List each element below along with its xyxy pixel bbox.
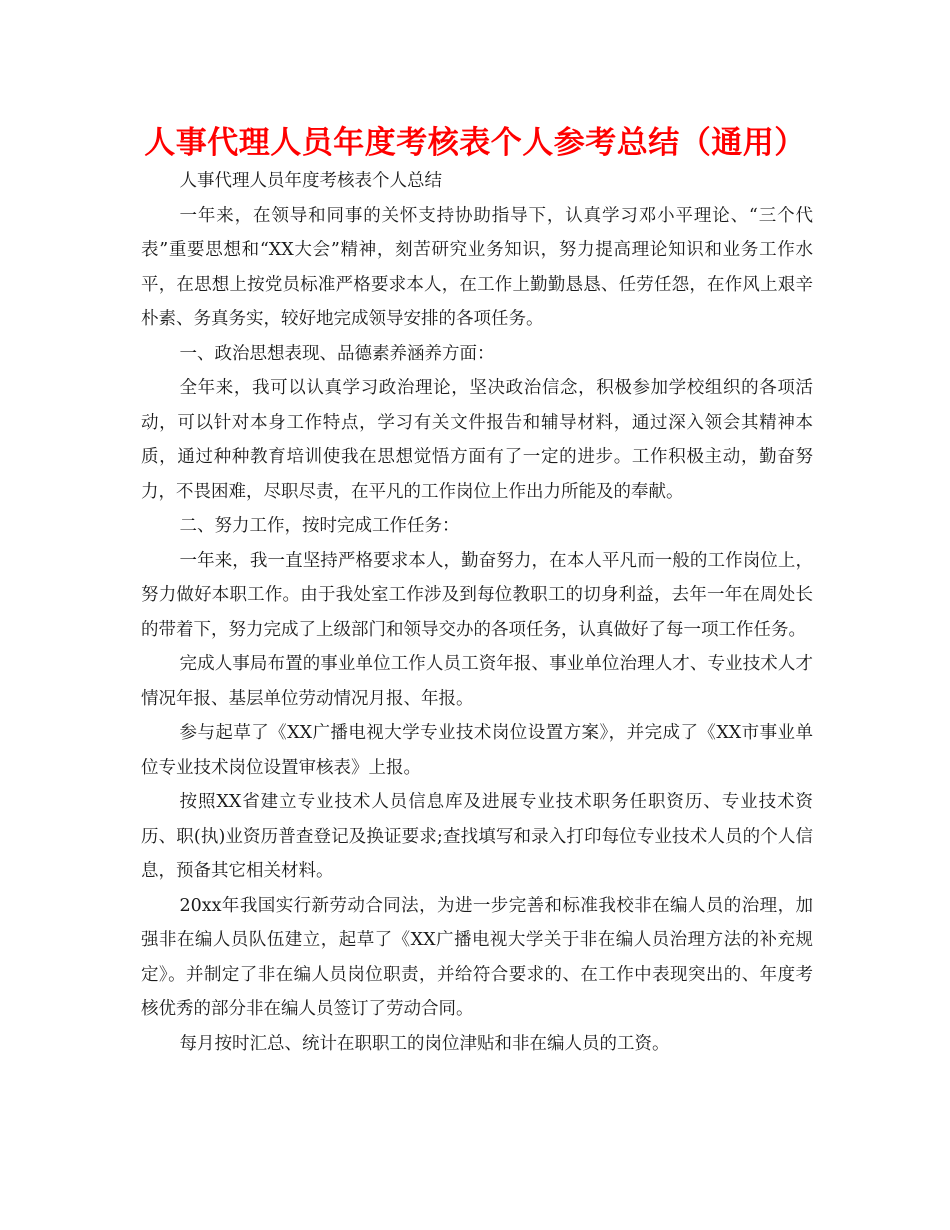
subtitle-paragraph: 人事代理人员年度考核表个人总结 [179,171,442,191]
work-paragraph: 一年来，我一直坚持严格要求本人，勤奋努力，在本人平凡而一般的工作岗位上，努力做好本职工作。由于我处室工作涉及到每位教职工的切身利益，去年一年在周处长的带着下，努力完成了上级部门和领导交办的各项任务，认真做好了每一项工作任务。 [141,550,813,640]
section-heading-work: 二、努力工作，按时完成工作任务： [179,516,460,536]
salary-paragraph: 每月按时汇总、统计在职职工的岗位津贴和非在编人员的工资。 [179,1033,670,1054]
labor-contract-paragraph: 20xx年我国实行新劳动合同法，为进一步完善和标准我校非在编人员的治理，加强非在编人员队伍建立，起草了《XX广播电视大学关于非在编人员治理方法的补充规定》。并制定了非在编人员岗位职责，并给符合要求的、在工作中表现突出的、年度考核优秀的部分非在编人员签订了劳动合同。 [141,895,813,1019]
document-title: 人事代理人员年度考核表个人参考总结（通用） [144,125,806,161]
document-body [141,164,813,1061]
political-paragraph: 全年来，我可以认真学习政治理论，坚决政治信念，积极参加学校组织的各项活动，可以针对本身工作特点，学习有关文件报告和辅导材料，通过深入领会其精神本质，通过种种教育培训使我在思想觉悟方面有了一定的进步。工作积极主动，勤奋努力，不畏困难，尽职尽责，在平凡的工作岗位上作出力所能及的奉献。 [141,378,813,502]
post-setting-paragraph: 参与起草了《XX广播电视大学专业技术岗位设置方案》，并完成了《XX市事业单位专业技术岗位设置审核表》上报。 [141,723,813,778]
database-paragraph: 按照XX省建立专业技术人员信息库及进展专业技术职务任职资历、专业技术资历、职(执)业资历普查登记及换证要求;查找填写和录入打印每位专业技术人员的个人信息，预备其它相关材料。 [141,792,813,881]
annual-report-paragraph: 完成人事局布置的事业单位工作人员工资年报、事业单位治理人才、专业技术人才情况年报、基层单位劳动情况月报、年报。 [141,654,813,709]
intro-paragraph: 一年来，在领导和同事的关怀支持协助指导下，认真学习邓小平理论、“三个代表”重要思想和“XX大会”精神，刻苦研究业务知识，努力提高理论知识和业务工作水平，在思想上按党员标准严格要求本人，在工作上勤勤恳恳、任劳任怨，在作风上艰辛朴素、务真务实，较好地完成领导安排的各项任务。 [141,205,813,329]
section-heading-political: 一、政治思想表现、品德素养涵养方面： [179,343,495,364]
